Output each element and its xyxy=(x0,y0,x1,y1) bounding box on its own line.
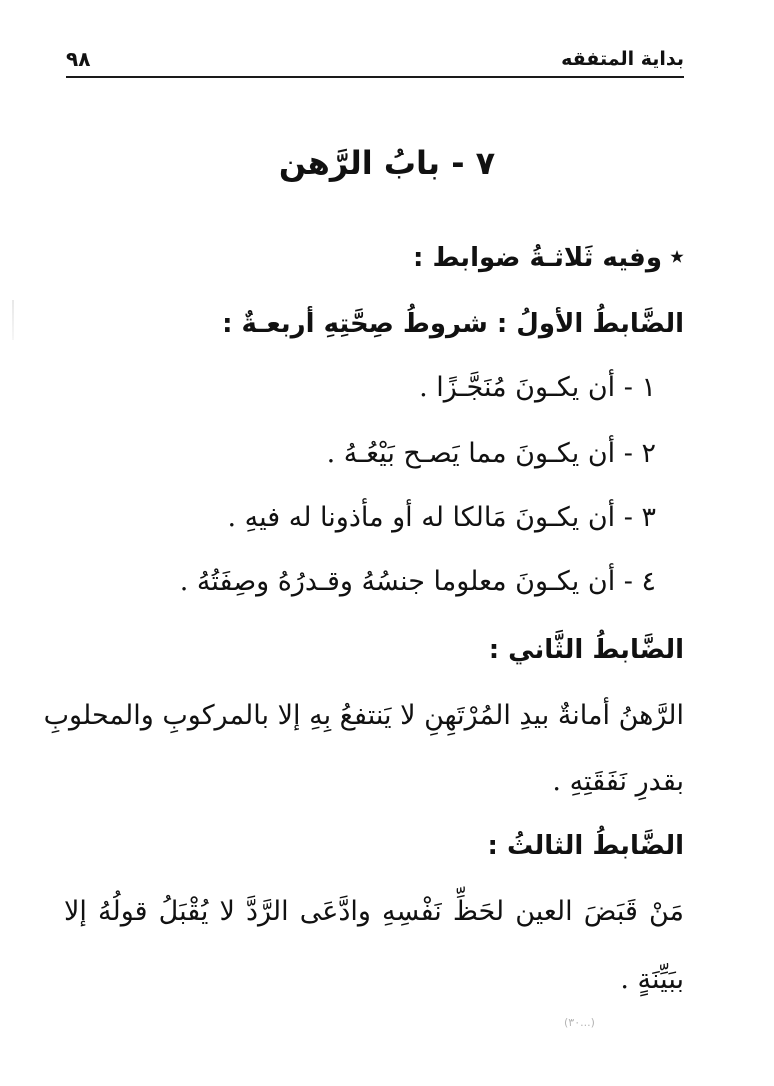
book-title: بداية المتفقه xyxy=(561,48,684,70)
rule1-heading: الضَّابطُ الأولُ : شروطُ صِحَّتِهِ أربعـةٌ : xyxy=(222,309,684,339)
rule3-line-1: مَنْ قَبَضَ العين لحَظِّ نَفْسِهِ وادَّعَى الرَّدَّ لا يُقْبَلُ قولُهُ إلا xyxy=(64,896,684,927)
condition-2: ٢ - أن يكـونَ مما يَصـح بَيْعُـهُ . xyxy=(326,438,656,469)
chapter-title: ٧ - بابُ الرَّهن xyxy=(278,144,496,182)
scan-mark: (٣٠...) xyxy=(564,1016,595,1029)
rule3-heading: الضَّابطُ الثالثُ : xyxy=(487,831,684,861)
running-header xyxy=(66,46,684,78)
rule2-line-1: الرَّهنُ أمانةٌ بيدِ المُرْتَهِنِ لا يَنتفعُ بِهِ إلا بالمركوبِ والمحلوبِ xyxy=(43,700,684,731)
intro-text: وفيه ثَلاثـةُ ضوابط : xyxy=(413,243,662,273)
intro-line xyxy=(413,234,684,282)
rule2-heading: الضَّابطُ الثَّاني : xyxy=(488,635,684,665)
condition-1: ١ - أن يكـونَ مُنَجَّـزًا . xyxy=(419,372,656,403)
condition-4: ٤ - أن يكـونَ معلوما جنسُهُ وقـدرُهُ وصِفَتُهُ . xyxy=(179,566,656,597)
rule2-line-2: بقدرِ نَفَقَتِهِ . xyxy=(552,766,684,797)
condition-3: ٣ - أن يكـونَ مَالكا له أو مأذونا له فيهِ . xyxy=(227,502,656,533)
star-icon xyxy=(670,250,684,264)
rule3-line-2: ببَيِّنَةٍ . xyxy=(620,964,684,995)
edge-speck xyxy=(12,300,14,340)
page-number: ٩٨ xyxy=(66,47,91,71)
